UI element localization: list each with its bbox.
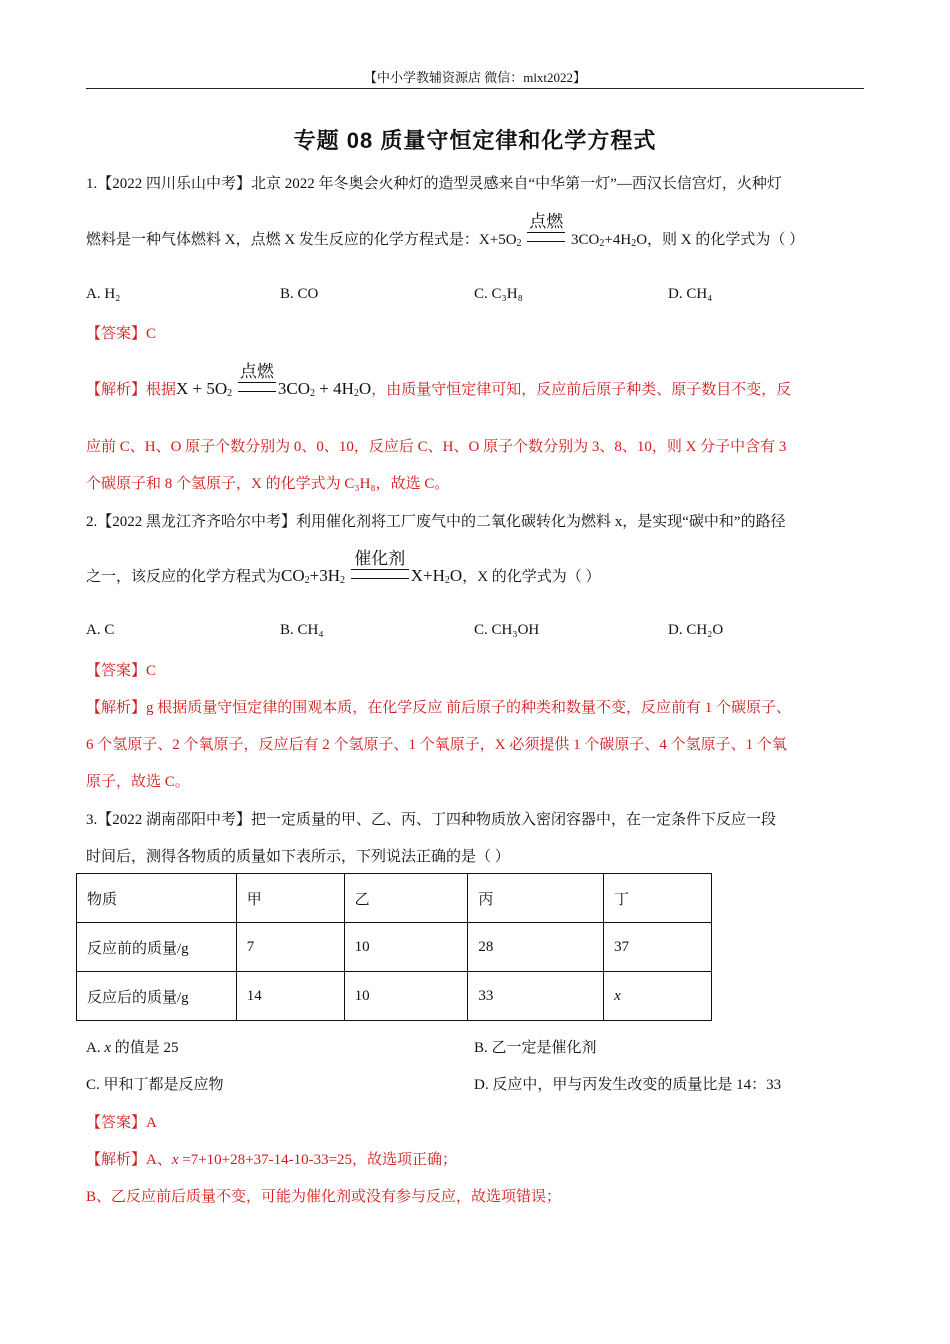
table-header-cell: 丙 (468, 874, 604, 923)
q2-analysis-line1: 【解析】g 根据质量守恒定律的围观本质，在化学反应 前后原子的种类和数量不变，反应前有 1 个碳原子、 (86, 700, 792, 716)
table-header-cell: 丁 (604, 874, 712, 923)
table-cell: 10 (344, 923, 468, 972)
q3-option-c[interactable]: C. 甲和丁都是反应物 (86, 1077, 224, 1093)
table-header-cell: 甲 (236, 874, 344, 923)
table-cell: 反应后的质量/g (77, 972, 237, 1021)
reaction-condition: 点燃 (529, 212, 564, 231)
q2-option-a[interactable]: A. C (86, 622, 115, 638)
table-cell: 37 (604, 923, 712, 972)
q2-option-c[interactable]: C. CH₃OH (474, 622, 540, 638)
q2-analysis-line2: 6 个氢原子、2 个氧原子，反应后有 2 个氢原子、1 个氧原子，X 必须提供 1 个碳原子、4 个氢原子、1 个氧 (86, 737, 787, 753)
q3-option-d[interactable]: D. 反应中，甲与丙发生改变的质量比是 14：33 (474, 1077, 782, 1093)
q1-option-d[interactable]: D. CH₄ (668, 286, 713, 302)
q1-stem-line1: 1.【2022 四川乐山中考】北京 2022 年冬奥会火种灯的造型灵感来自“中华第一灯”—西汉长信宫灯，火种灯 (86, 176, 782, 192)
q2-answer: 【答案】C (86, 663, 157, 679)
table-cell: 14 (236, 972, 344, 1021)
q3-stem-line2: 时间后，测得各物质的质量如下表所示，下列说法正确的是（ ） (86, 849, 510, 865)
table-header-cell: 乙 (344, 874, 468, 923)
q2-stem-line2: 之一，该反应的化学方程式为$CO_2+3H_2$ 催化剂 $X+H_2O$，X 的化学式为（ ） (86, 565, 601, 586)
table-row (77, 972, 712, 1021)
table-cell: 28 (468, 923, 604, 972)
reaction-condition: 点燃 (239, 362, 274, 381)
q1-stem-text: 燃料是一种气体燃料 X，点燃 X 发生反应的化学方程式是：X+5O (86, 232, 517, 248)
mass-table (76, 873, 712, 1021)
q1-analysis-line2: 应前 C、H、O 原子个数分别为 0、0、10，反应后 C、H、O 原子个数分别为 3、8、10，则 X 分子中含有 3 (86, 439, 787, 455)
table-cell: 反应前的质量/g (77, 923, 237, 972)
q3-option-b[interactable]: B. 乙一定是催化剂 (474, 1040, 597, 1056)
q3-stem-line1: 3.【2022 湖南邵阳中考】把一定质量的甲、乙、丙、丁四种物质放入密闭容器中，在一定条件下反应一段 (86, 812, 777, 828)
reaction-arrow (527, 212, 565, 242)
q1-option-a[interactable]: A. H₂ (86, 286, 121, 302)
q2-option-b[interactable]: B. CH₄ (280, 622, 324, 638)
page-header: 【中小学教辅资源店 微信：mlxt2022】 (363, 70, 587, 85)
q1-option-c[interactable]: C. C₃H₈ (474, 286, 523, 302)
q3-option-a[interactable]: A. x 的值是 25 (86, 1040, 179, 1056)
table-cell: 7 (236, 923, 344, 972)
table-cell: x (604, 972, 712, 1021)
q1-stem-line2: 燃料是一种气体燃料 X，点燃 X 发生反应的化学方程式是：$X+5O_2$ 点燃 $3CO_2+4H_2O$，则 X 的化学式为（ ） (86, 228, 804, 249)
q2-analysis-line3: 原子，故选 C。 (86, 774, 190, 790)
q3-analysis-line1: 【解析】A、x =7+10+28+37-14-10-33=25，故选项正确； (86, 1152, 458, 1168)
q1-analysis-line3: 个碳原子和 8 个氢原子，X 的化学式为 C₃H₈，故选 C。 (86, 476, 450, 492)
table-cell: 10 (344, 972, 468, 1021)
table-header-cell: 物质 (77, 874, 237, 923)
reaction-arrow (351, 549, 409, 579)
table-header-row (77, 874, 712, 923)
q3-answer: 【答案】A (86, 1115, 157, 1131)
q1-option-b[interactable]: B. CO (280, 286, 319, 302)
table-cell: 33 (468, 972, 604, 1021)
reaction-arrow (238, 362, 276, 392)
q3-analysis-line2: B、乙反应前后质量不变，可能为催化剂或没有参与反应，故选项错误； (86, 1189, 562, 1205)
q1-answer: 【答案】C (86, 326, 157, 342)
page-title: 专题 08 质量守恒定律和化学方程式 (293, 128, 657, 153)
q2-option-d[interactable]: D. CH₂O (668, 622, 724, 638)
q2-stem-line1: 2.【2022 黑龙江齐齐哈尔中考】利用催化剂将工厂废气中的二氧化碳转化为燃料 x，是实现“碳中和”的路径 (86, 514, 786, 530)
q1-analysis-line1: 【解析】根据$X + 5O_2$ 点燃 $3CO_2 + 4H_2O$，由质量守恒定律可知，反应前后原子种类、原子数目不变，反 (86, 378, 791, 399)
table-row (77, 923, 712, 972)
header-rule (86, 88, 864, 89)
reaction-condition: 催化剂 (354, 549, 406, 568)
